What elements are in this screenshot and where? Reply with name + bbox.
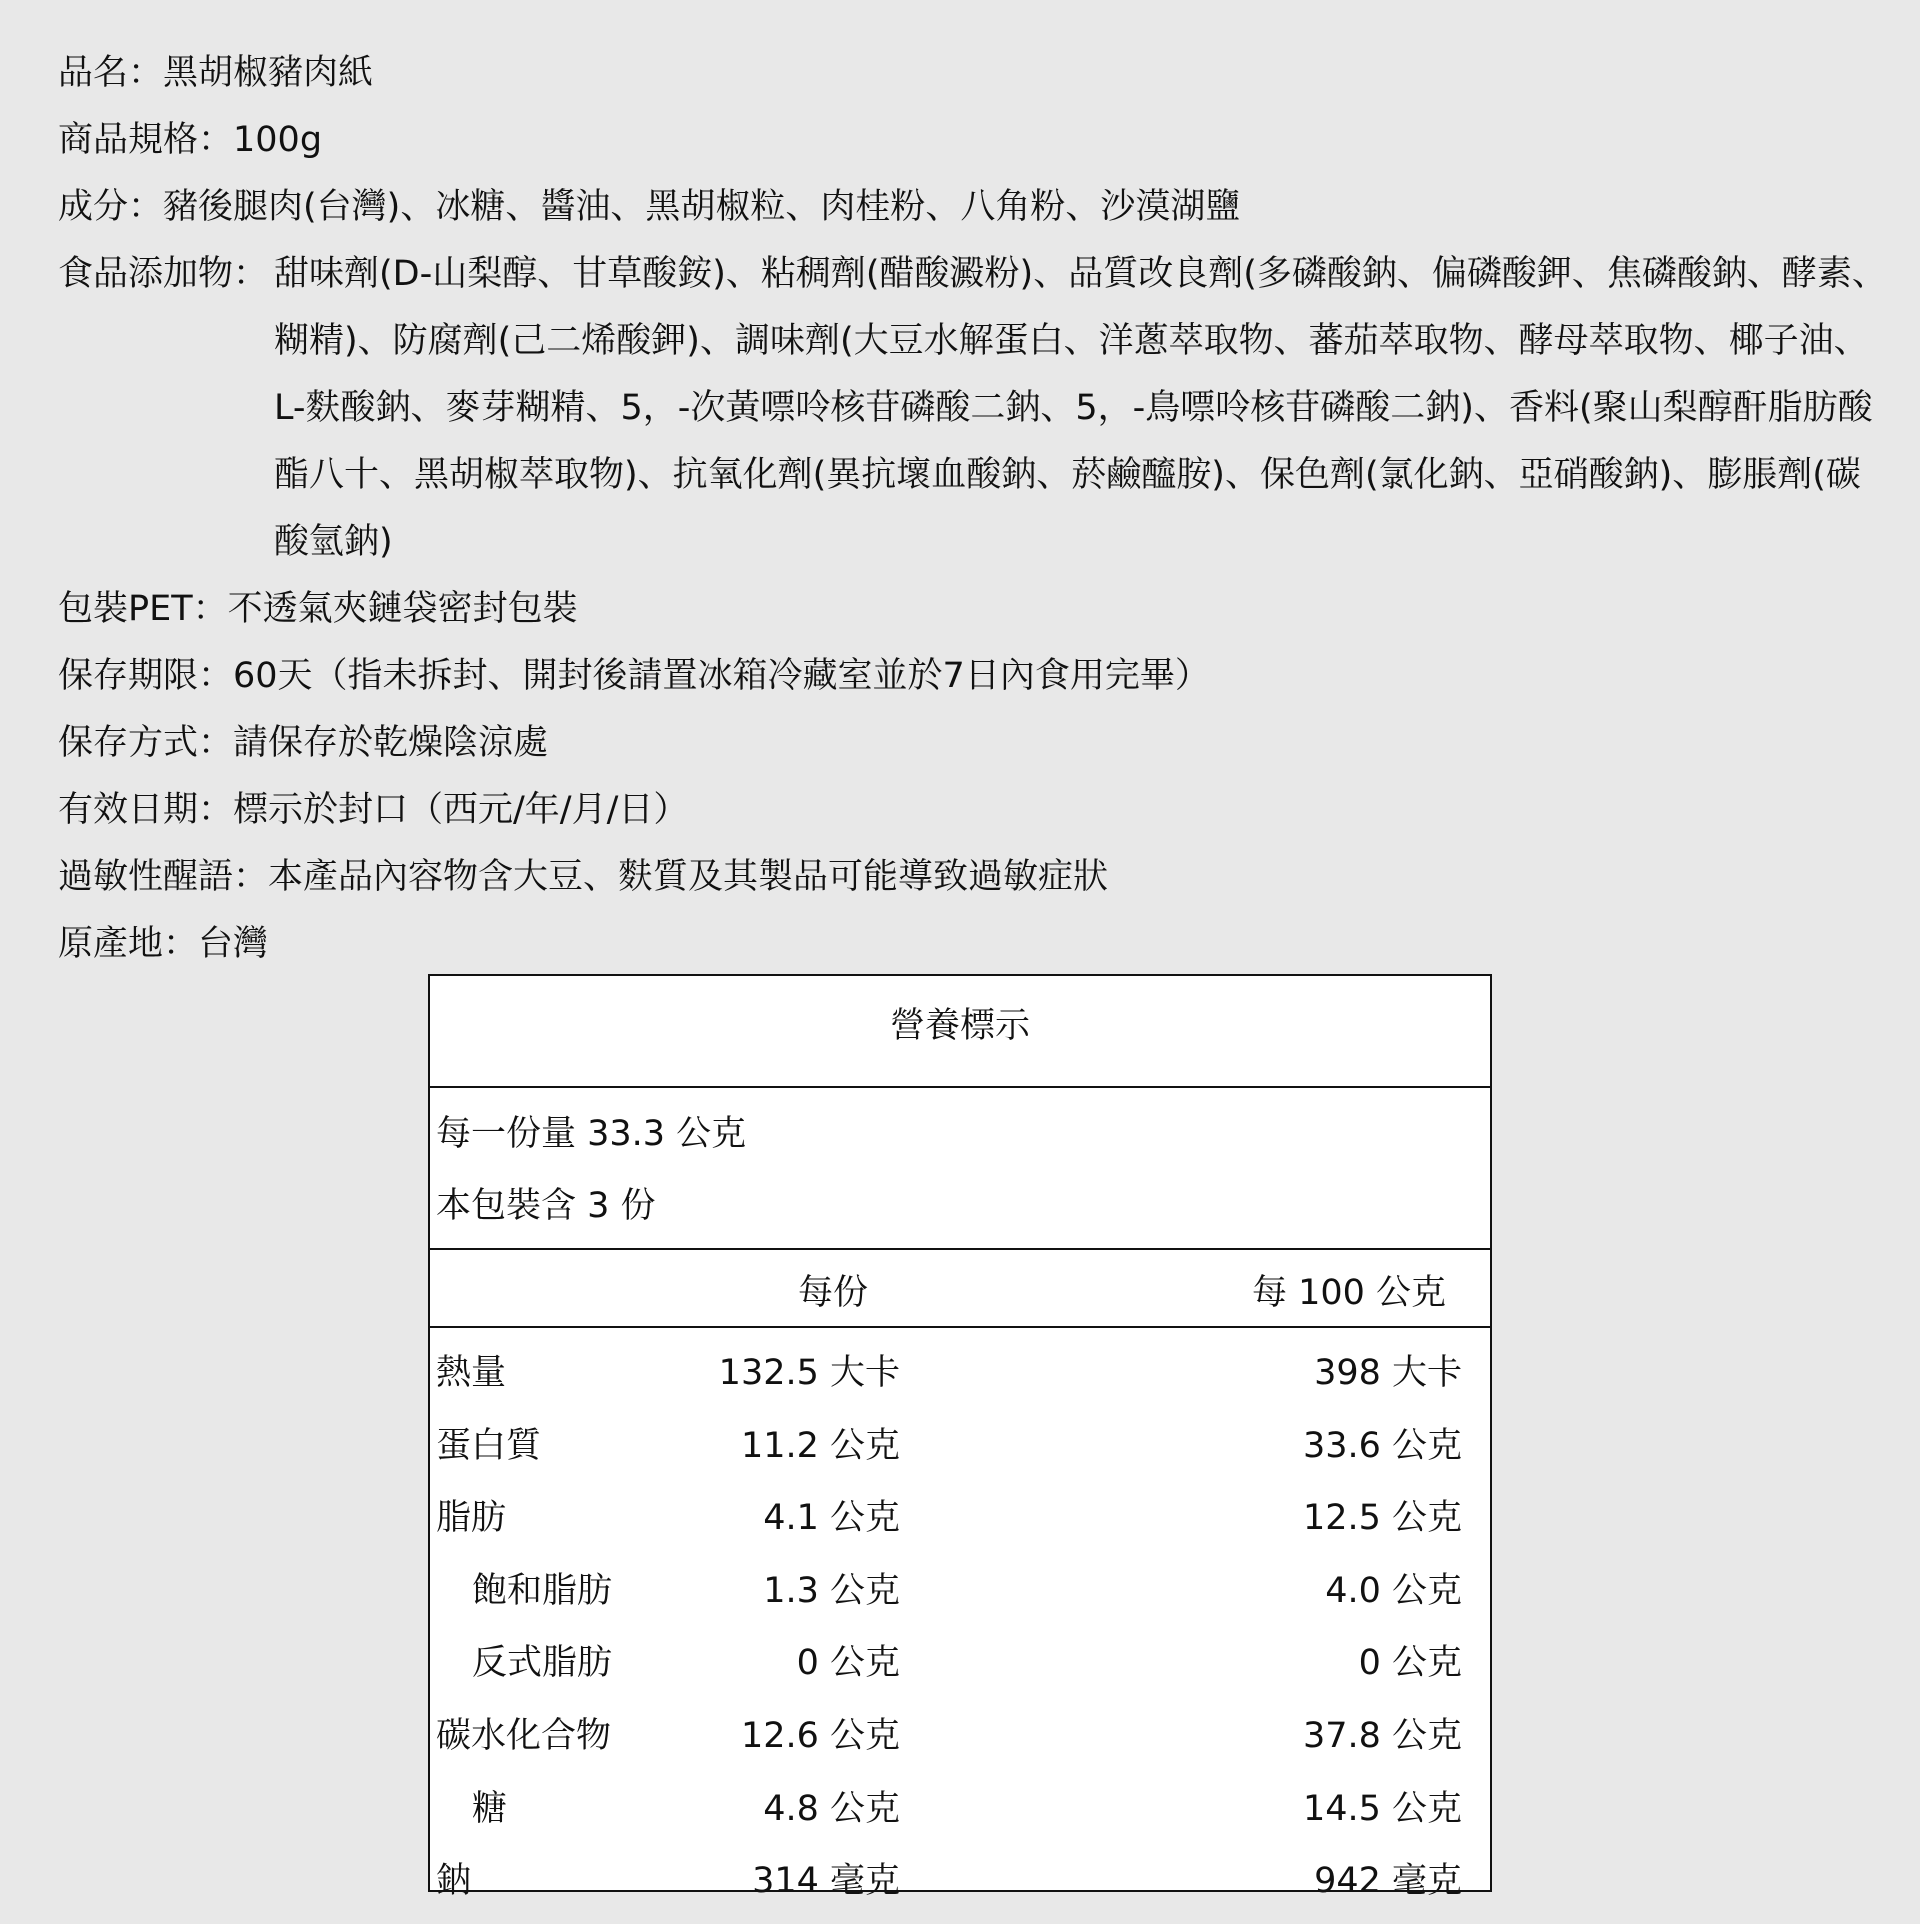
allergen: 本產品內容物含大豆、麩質及其製品可能導致過敏症狀 [268, 857, 1109, 897]
shelf-life-row [58, 643, 1888, 710]
shelf-life: 60天（指未拆封、開封後請置冰箱冷藏室並於7日內食用完畢） [233, 656, 1210, 696]
nutrient-per-100g: 398 大卡 [1314, 1353, 1462, 1393]
nutrition-row [430, 1475, 1490, 1548]
column-per-100g: 每 100 公克 [1252, 1273, 1447, 1313]
nutrition-row [430, 1330, 1490, 1403]
nutrient-name: 脂肪 [436, 1498, 507, 1539]
allergen-row [58, 844, 1888, 911]
nutrient-per-serving: 1.3 公克 [763, 1570, 900, 1611]
origin-row [58, 911, 1888, 978]
storage-label: 保存方式： [58, 723, 234, 763]
product-info [58, 40, 1888, 978]
additives-label: 食品添加物： [58, 254, 269, 294]
nutrient-name: 飽和脂肪 [472, 1570, 613, 1611]
nutrient-per-serving: 4.1 公克 [763, 1498, 900, 1539]
nutrition-row [430, 1620, 1490, 1693]
package-label: 包裝PET： [58, 589, 228, 629]
shelf-life-label: 保存期限： [58, 656, 234, 696]
nutrition-title: 營養標示 [430, 976, 1490, 1088]
product-name-row [58, 40, 1888, 107]
nutrient-per-100g: 4.0 公克 [1325, 1570, 1462, 1611]
product-name: 黑胡椒豬肉紙 [163, 53, 374, 93]
nutrient-name: 蛋白質 [436, 1425, 542, 1466]
nutrient-name: 碳水化合物 [436, 1715, 612, 1756]
ingredients-row [58, 174, 1888, 241]
origin: 台灣 [198, 924, 269, 964]
additives-row [58, 241, 1888, 576]
nutrition-row [430, 1548, 1490, 1621]
nutrient-name: 糖 [472, 1788, 508, 1829]
nutrient-per-serving: 314 毫克 [752, 1861, 900, 1902]
product-spec-label: 商品規格： [58, 120, 234, 160]
package: 不透氣夾鏈袋密封包裝 [227, 589, 578, 629]
nutrition-serving [430, 1088, 1490, 1250]
nutrition-row [430, 1693, 1490, 1766]
nutrient-per-100g: 37.8 公克 [1302, 1715, 1462, 1756]
column-per-serving: 每份 [798, 1273, 869, 1313]
nutrition-table [428, 974, 1492, 1902]
nutrition-row [430, 1766, 1490, 1839]
serving-size: 每一份量 33.3 公克 [436, 1114, 747, 1154]
nutrient-per-100g: 942 毫克 [1314, 1861, 1462, 1902]
nutrition-body [430, 1328, 1490, 1911]
product-spec: 100g [233, 120, 323, 160]
servings-per-package: 本包裝含 3 份 [436, 1186, 656, 1226]
expiry: 標示於封口（西元/年/月/日） [233, 790, 689, 830]
package-row [58, 576, 1888, 643]
additives: 甜味劑(D-山梨醇、甘草酸銨)、粘稠劑(醋酸澱粉)、品質改良劑(多磷酸鈉、偏磷酸鉀、焦磷酸鈉、酵素、糊精)、防腐劑(己二烯酸鉀)、調味劑(大豆水解蛋白、洋蔥萃取物、蕃茄萃取物、酵母萃取物、椰子油、L-麩酸鈉、麥芽糊精、5，-次黃嘌呤核苷磷酸二鈉、5，-鳥嘌呤核苷磷酸二鈉)、香料(聚山梨醇酐脂肪酸酯八十、黑胡椒萃取物)、抗氧化劑(異抗壞血酸鈉、菸鹼醯胺)、保色劑(氯化鈉、亞硝酸鈉)、膨脹劑(碳酸氫鈉) [274, 254, 1887, 562]
nutrient-per-100g: 0 公克 [1358, 1643, 1462, 1684]
nutrient-per-serving: 12.6 公克 [740, 1715, 900, 1756]
product-spec-row [58, 107, 1888, 174]
nutrient-name: 熱量 [436, 1353, 507, 1393]
nutrient-per-serving: 132.5 大卡 [718, 1353, 900, 1393]
nutrition-row [430, 1838, 1490, 1911]
expiry-row [58, 777, 1888, 844]
nutrition-header [430, 1250, 1490, 1328]
nutrient-per-serving: 0 公克 [796, 1643, 900, 1684]
nutrient-per-serving: 4.8 公克 [763, 1788, 900, 1829]
nutrient-name: 反式脂肪 [472, 1643, 613, 1684]
nutrient-name: 鈉 [436, 1861, 472, 1902]
nutrition-row [430, 1403, 1490, 1476]
nutrient-per-100g: 33.6 公克 [1302, 1425, 1462, 1466]
nutrient-per-100g: 12.5 公克 [1302, 1498, 1462, 1539]
storage-row [58, 710, 1888, 777]
ingredients: 豬後腿肉(台灣)、冰糖、醬油、黑胡椒粒、肉桂粉、八角粉、沙漠湖鹽 [163, 187, 1241, 227]
expiry-label: 有效日期： [58, 790, 234, 830]
storage: 請保存於乾燥陰涼處 [233, 723, 549, 763]
product-name-label: 品名： [58, 53, 164, 93]
nutrient-per-serving: 11.2 公克 [740, 1425, 900, 1466]
allergen-label: 過敏性醒語： [58, 857, 269, 897]
nutrient-per-100g: 14.5 公克 [1302, 1788, 1462, 1829]
ingredients-label: 成分： [58, 187, 164, 227]
origin-label: 原產地： [58, 924, 199, 964]
